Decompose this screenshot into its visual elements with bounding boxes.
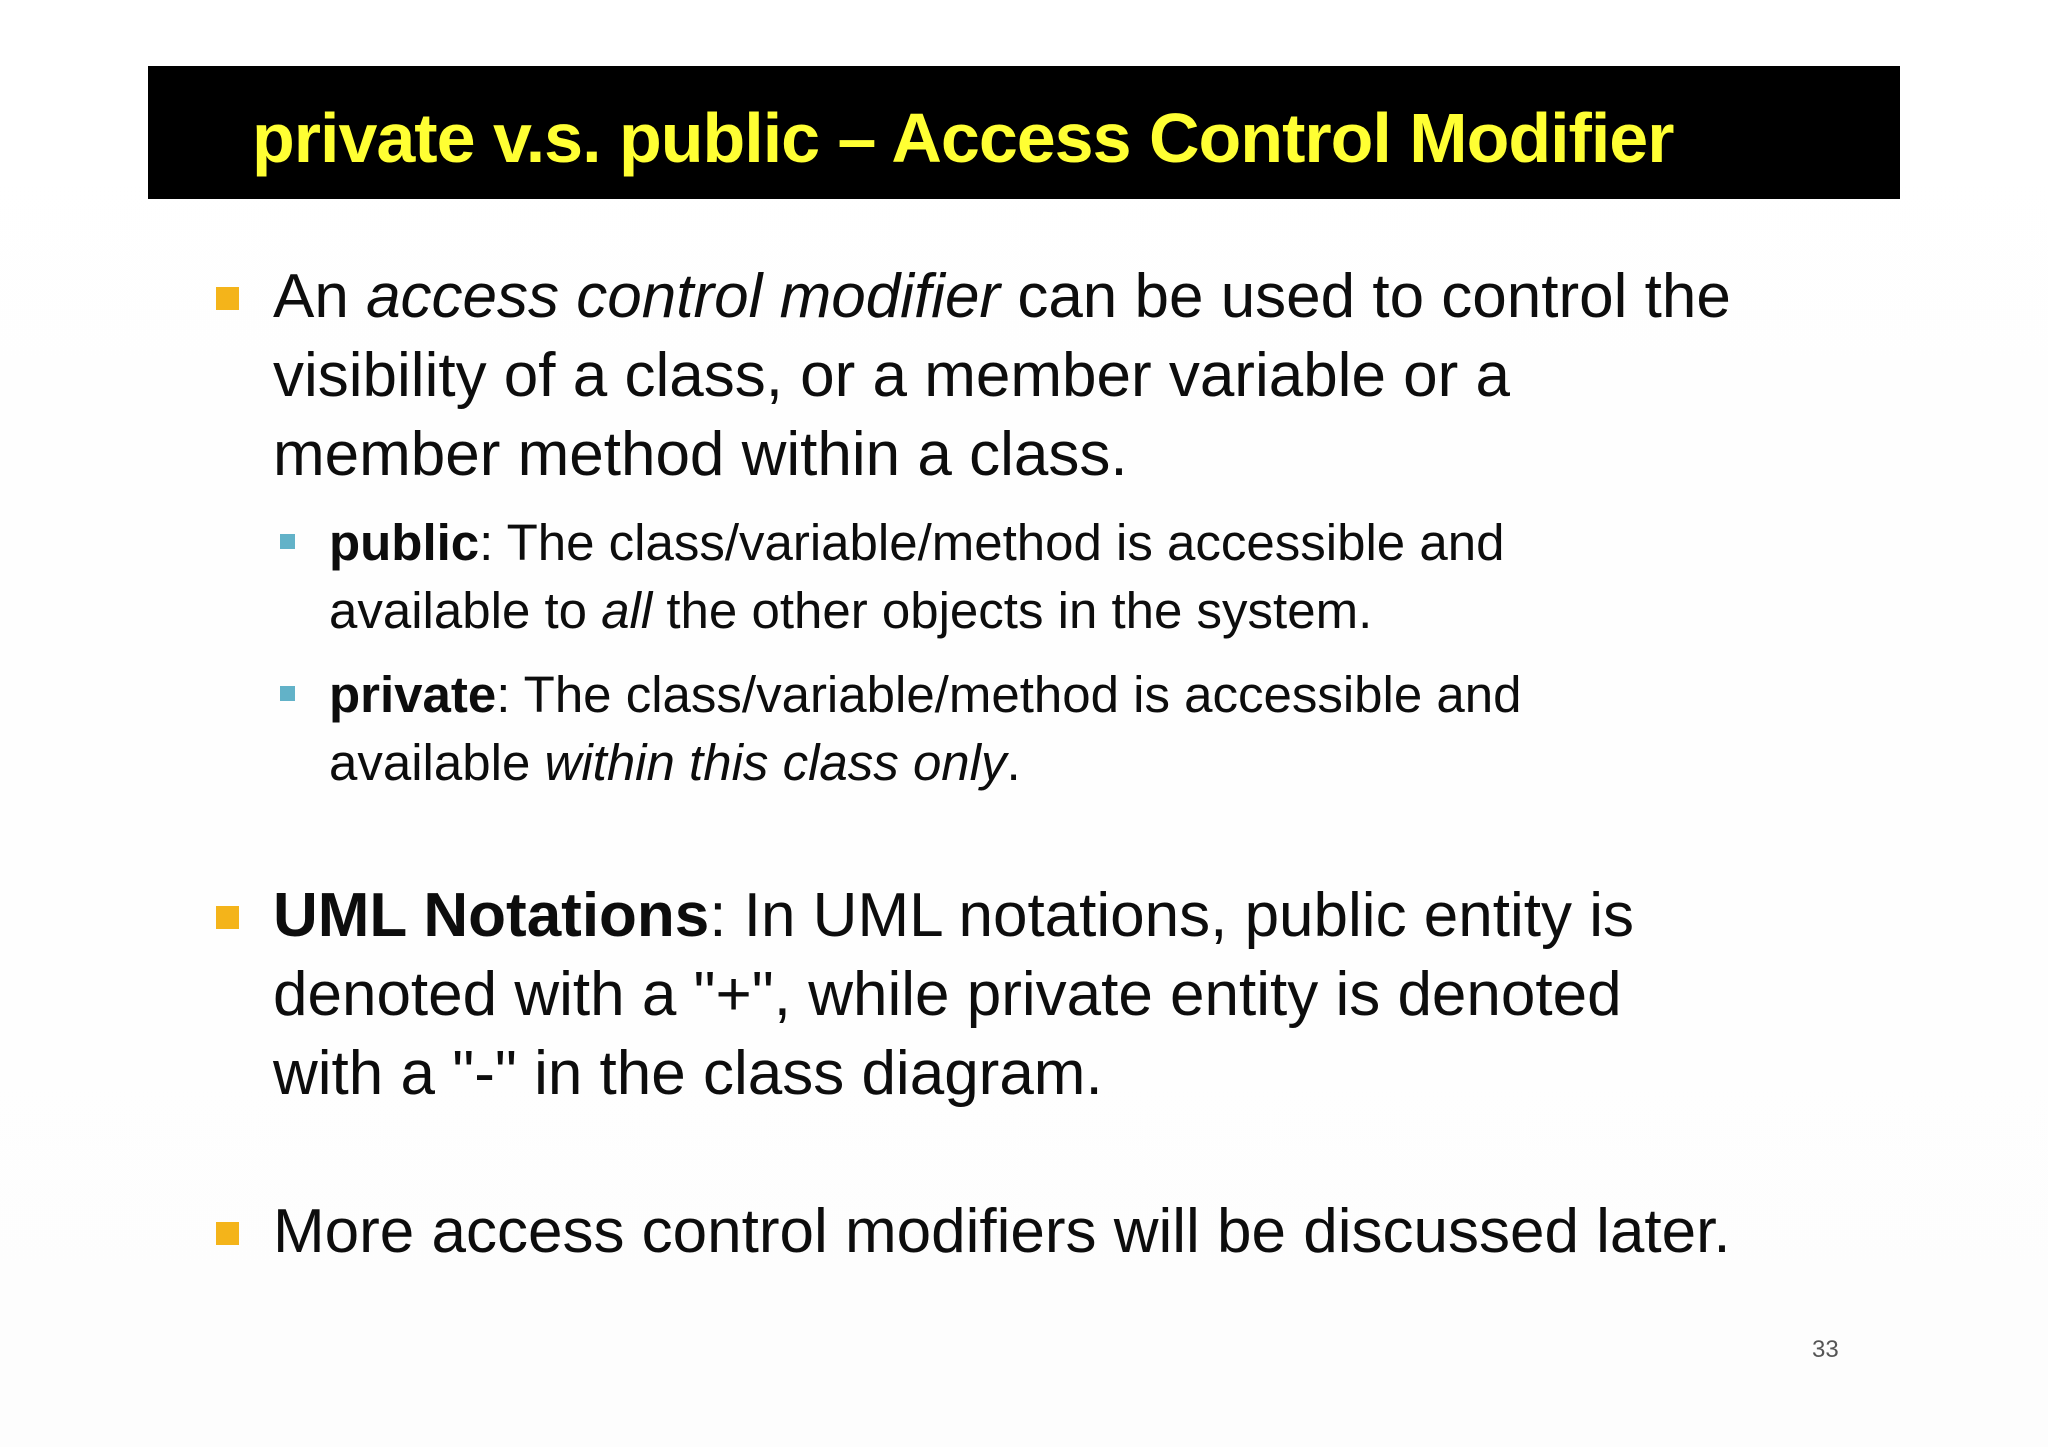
bullet2-line1 bbox=[273, 876, 1634, 955]
text-span: available bbox=[329, 734, 545, 791]
text-span: can be used to control the bbox=[1000, 262, 1731, 331]
sub2-line1 bbox=[329, 661, 1522, 729]
text-span: An bbox=[273, 262, 367, 331]
text-span: : In UML notations, public entity is bbox=[709, 881, 1634, 950]
sub1-line1 bbox=[329, 509, 1504, 577]
text-span: : The class/variable/method is accessible and bbox=[479, 514, 1505, 571]
bullet2-line3: with a "-" in the class diagram. bbox=[273, 1039, 1103, 1108]
text-span: : The class/variable/method is accessible and bbox=[496, 666, 1522, 723]
sub-bullet-square-icon bbox=[280, 534, 295, 549]
keyword-private: private bbox=[329, 666, 497, 723]
bullet-square-icon bbox=[216, 1222, 239, 1245]
text-span: available to bbox=[329, 582, 602, 639]
italic-scope: within this class only bbox=[544, 734, 1007, 791]
slide-title: private v.s. public – Access Control Modifier bbox=[252, 99, 1674, 177]
sub1-line2 bbox=[329, 577, 1372, 645]
bullet1-line2: visibility of a class, or a member variable or a bbox=[273, 341, 1511, 410]
bullet1-line1 bbox=[273, 257, 1731, 336]
keyword-public: public bbox=[329, 514, 480, 571]
bullet2-line2: denoted with a "+", while private entity is denoted bbox=[273, 960, 1622, 1029]
bullet-square-icon bbox=[216, 906, 239, 929]
bullet1-line3: member method within a class. bbox=[273, 420, 1128, 489]
bullet3-line1: More access control modifiers will be discussed later. bbox=[273, 1197, 1731, 1266]
title-bar bbox=[148, 66, 1900, 199]
italic-term: access control modifier bbox=[366, 262, 1001, 331]
text-span: . bbox=[1006, 734, 1021, 791]
text-span: the other objects in the system. bbox=[652, 582, 1373, 639]
sub2-line2 bbox=[329, 729, 1021, 797]
keyword-uml-notations: UML Notations bbox=[273, 881, 710, 950]
sub-bullet-square-icon bbox=[280, 686, 295, 701]
italic-all: all bbox=[601, 582, 653, 639]
page-number: 33 bbox=[1812, 1336, 1839, 1363]
bullet-square-icon bbox=[216, 287, 239, 310]
